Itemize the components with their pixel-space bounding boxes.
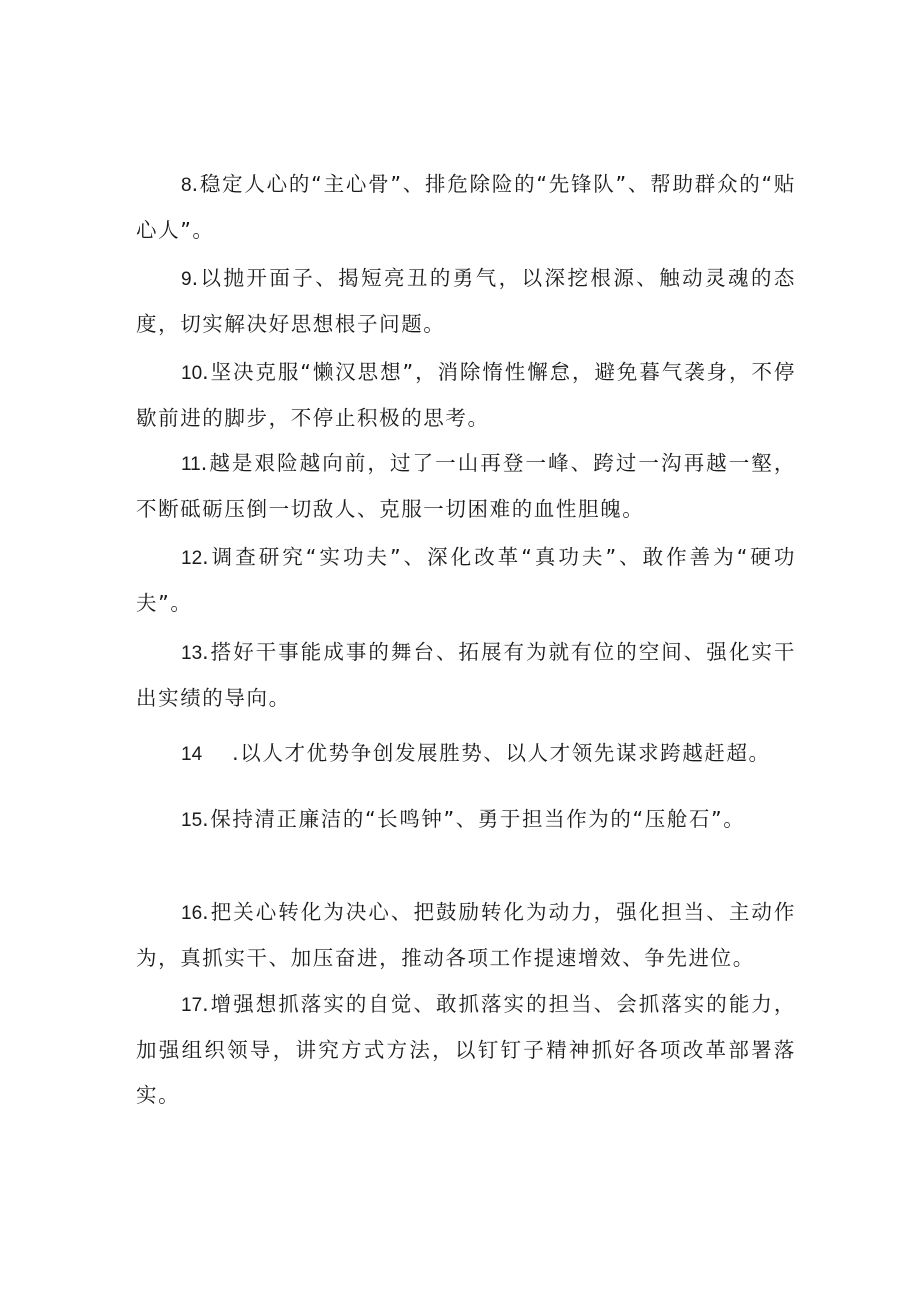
list-item (136, 441, 796, 532)
list-item (136, 535, 796, 626)
item-number: 11 (181, 454, 201, 475)
list-item (136, 162, 796, 253)
item-number: 16 (181, 903, 203, 924)
item-number: 8 (181, 175, 192, 196)
item-number: 9 (181, 269, 192, 290)
item-number: 12 (181, 548, 203, 569)
list-item (136, 350, 796, 441)
list-item (136, 256, 796, 347)
item-number: 17 (181, 995, 203, 1016)
item-text: .以人才优势争创发展胜势、以人才领先谋求跨越赶超。 (232, 741, 771, 765)
item-text: .以抛开面子、揭短亮丑的勇气，以深挖根源、触动灵魂的态度，切实解决好思想根子问题。 (136, 266, 796, 336)
item-number: 10 (181, 363, 203, 384)
list-item (136, 731, 796, 777)
list-item (136, 890, 796, 981)
item-number: 13 (181, 643, 203, 664)
list-item (136, 982, 796, 1118)
list-item (136, 630, 796, 721)
item-text: .搭好干事能成事的舞台、拓展有为就有位的空间、强化实干出实绩的导向。 (136, 640, 796, 710)
item-text: .调查研究“实功夫”、深化改革“真功夫”、敢作善为“硬功夫”。 (136, 545, 796, 615)
item-text: .稳定人心的“主心骨”、排危除险的“先锋队”、帮助群众的“贴心人”。 (136, 172, 796, 242)
list-item (136, 797, 796, 843)
item-text: .越是艰险越向前，过了一山再登一峰、跨过一沟再越一壑，不断砥砺压倒一切敌人、克服一切困难的血性胆魄。 (136, 451, 796, 521)
item-number: 15 (181, 810, 203, 831)
item-text: .增强想抓落实的自觉、敢抓落实的担当、会抓落实的能力，加强组织领导，讲究方式方法，以钉钉子精神抓好各项改革部署落实。 (136, 992, 796, 1107)
item-text: .坚决克服“懒汉思想”，消除惰性懈怠，避免暮气袭身，不停歇前进的脚步，不停止积极的思考。 (136, 360, 796, 430)
item-text: .保持清正廉洁的“长鸣钟”、勇于担当作为的“压舱石”。 (202, 807, 746, 831)
item-text: .把关心转化为决心、把鼓励转化为动力，强化担当、主动作为，真抓实干、加压奋进，推动各项工作提速增效、争先进位。 (136, 900, 796, 970)
item-number: 14 (181, 744, 203, 765)
